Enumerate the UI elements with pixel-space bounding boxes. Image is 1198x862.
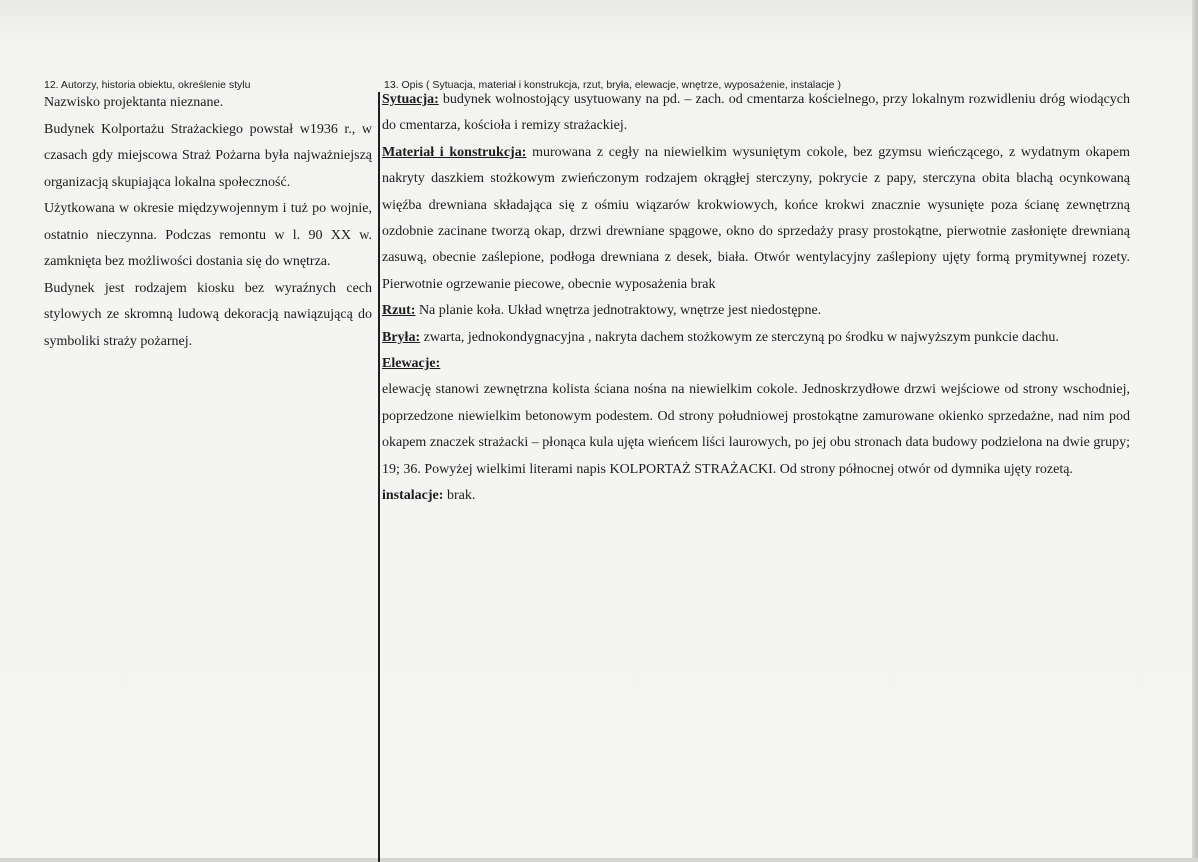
instalacje-text: brak. [443,488,476,504]
elewacje-heading [382,351,1130,377]
page-edge-bottom [0,858,1198,862]
rzut-text: Na planie koła. Układ wnętrza jednotraktowy, wnętrze jest niedostępne. [415,303,822,319]
authors-history-column [44,90,372,355]
bryla-text: zwarta, jednokondygnacyjna , nakryta dachem stożkowym ze sterczyną po środku w najwyższym punkcie dachu. [420,329,1059,345]
usage-paragraph: Użytkowana w okresie międzywojennym i tuż po wojnie, ostatnio nieczynna. Podczas remontu w l. 90 XX w. zamknięta bez możliwości dostania się do wnętrza. [44,201,372,269]
instalacje-paragraph [382,483,1130,509]
material-text: murowana z cegły na niewielkim wysuniętym cokole, bez gzymsu wieńczącego, z wydatnym okapem nakryty daszkiem stożkowym zwieńczonym rodzajem okrągłej sterczyny, pokrycie z papy, sterczyna obita blachą ocynkowaną więźba drewniana składająca się z ośmiu wiązarów krokwiowych, końce krokwi znacznie wysunięte poza ścianę zewnętrzną ozdobnie zacinane tworzą okap, drzwi drewniane spągowe, okno do sprzedaży prasy prostokątne, pierwotnie zasłonięte drewnianą zasuwą, obecnie zaślepione, podłoga drewniana z desek, biała. Otwór wentylacyjny zaślepiony ujęty formą prymitywnej rozety. Pierwotnie ogrzewanie piecowe, obecnie wyposażenia brak [382,144,1130,292]
description-column [382,87,1130,510]
material-label: Materiał i konstrukcja: [382,144,527,160]
section-12-header: 12. Autorzy, historia obiektu, określenie stylu [44,79,251,91]
bryla-label: Bryła: [382,329,421,345]
rzut-paragraph [382,298,1130,324]
elewacje-paragraph: elewację stanowi zewnętrzna kolista ściana nośna na niewielkim cokole. Jednoskrzydłowe drzwi wejściowe od strony wschodniej, poprzedzone niewielkim betonowym podestem. Od strony południowej prostokątne zamurowane okienko sprzedażne, nad nim pod okapem znaczek strażacki – płonąca kula ujęta wieńcem liści laurowych, po jej obu stronach data budowy podzielona na dwie grupy; 19; 36. Powyżej wielkimi literami napis KOLPORTAŻ STRAŻACKI. Od strony północnej otwór od dymnika ujęty rozetą. [382,382,1130,477]
rzut-label: Rzut: [382,303,416,319]
bryla-paragraph [382,325,1130,351]
page-edge-right [1192,0,1198,862]
designer-paragraph: Nazwisko projektanta nieznane. [44,95,224,110]
section-13-header: 13. Opis ( Sytuacja, materiał i konstrukcja, rzut, bryła, elewacje, wnętrze, wyposażenie, instalacje ) [384,79,841,91]
elewacje-label: Elewacje: [382,356,441,372]
sytuacja-text: budynek wolnostojący usytuowany na pd. – zach. od cmentarza kościelnego, przy lokalnym rozwidleniu dróg wiodących do cmentarza, kościoła i remizy strażackiej. [382,92,1130,134]
instalacje-label: instalacje: [382,488,444,504]
sytuacja-paragraph [382,87,1130,140]
origin-paragraph: Budynek Kolportażu Strażackiego powstał w1936 r., w czasach gdy miejscowa Straż Pożarna była najważniejszą organizacją skupiająca lokalna społeczność. [44,121,372,190]
style-paragraph: Budynek jest rodzajem kiosku bez wyraźnych cech stylowych ze skromną ludową dekoracją nawiązującą do symboliki straży pożarnej. [44,280,372,349]
sytuacja-label: Sytuacja: [382,92,439,107]
column-divider [378,92,380,862]
material-paragraph [382,140,1130,298]
